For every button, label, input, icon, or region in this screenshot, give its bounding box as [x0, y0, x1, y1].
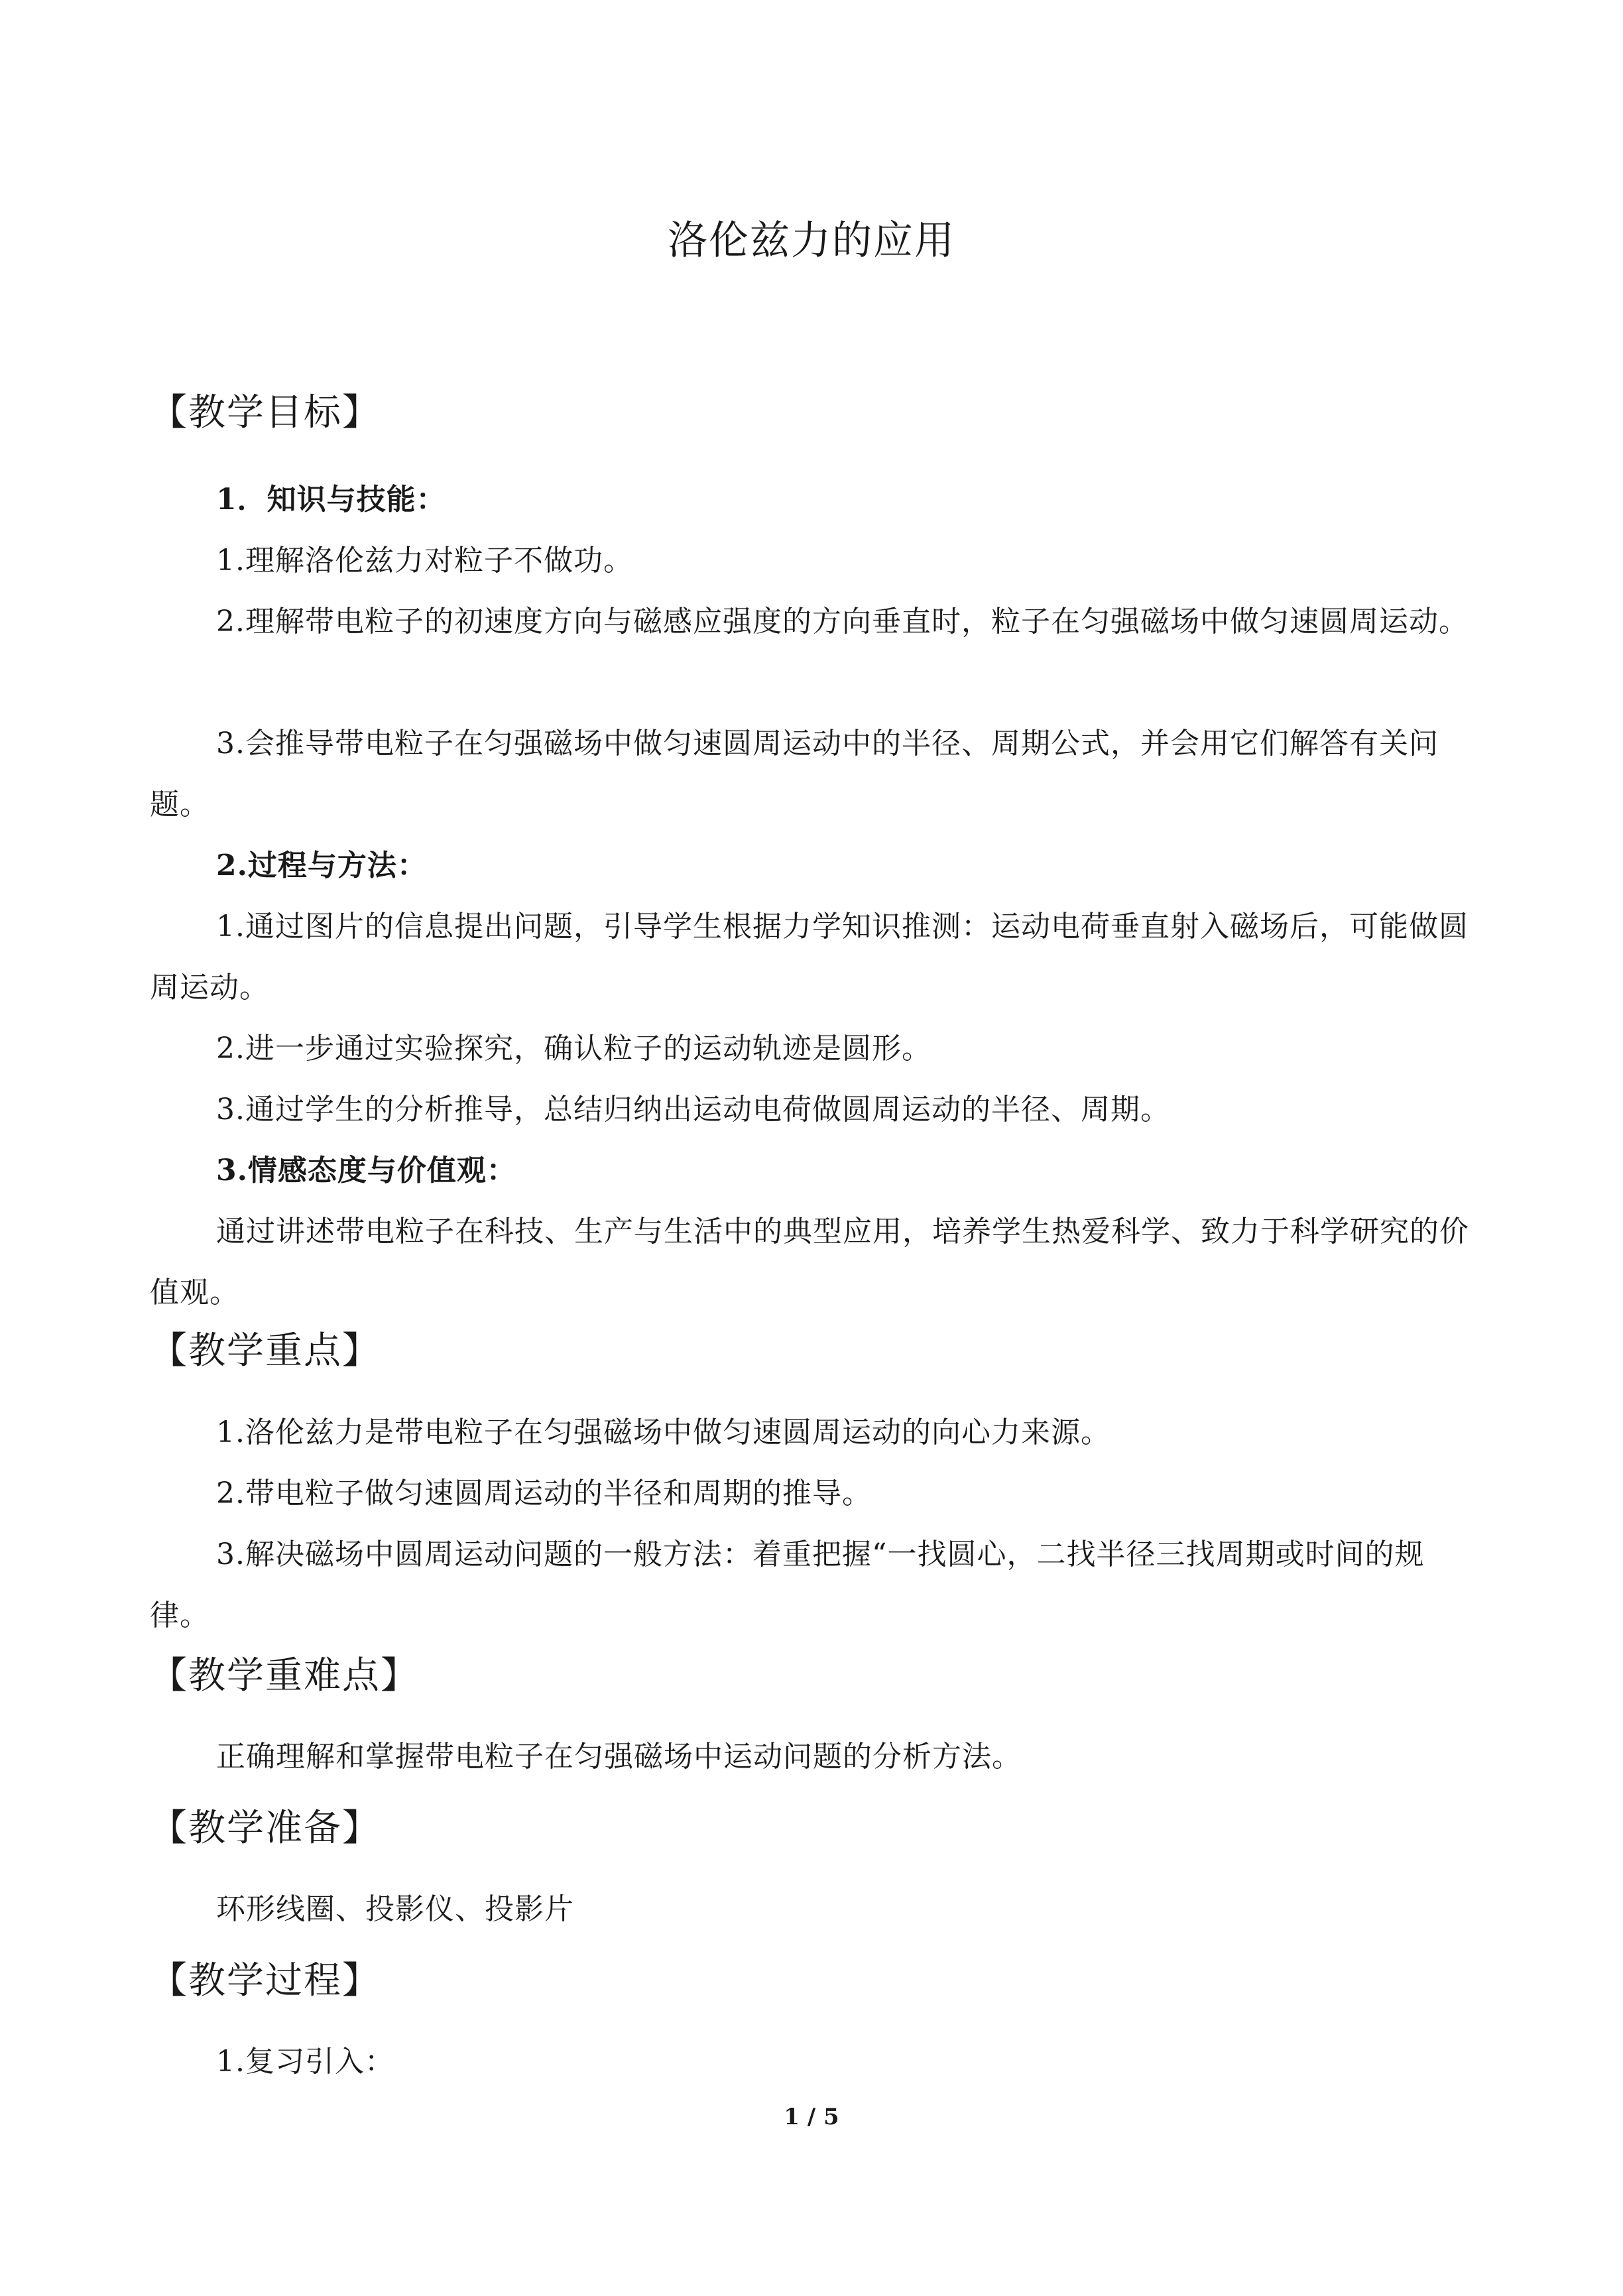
paragraph: 2.带电粒子做匀速圆周运动的半径和周期的推导。 [216, 1477, 872, 1510]
paragraph: 2.理解带电粒子的初速度方向与磁感应强度的方向垂直时，粒子在匀强磁场中做匀速圆周运动。 [216, 605, 1469, 638]
section-heading-key-points: 【教学重点】 [150, 1329, 381, 1372]
subheading-emotion-values [150, 1140, 1482, 1201]
subheading-text: 2.过程与方法： [216, 849, 427, 882]
paragraph: 3.通过学生的分析推导，总结归纳出运动电荷做圆周运动的半径、周期。 [216, 1093, 1170, 1126]
page-number: 1 / 5 [784, 2104, 839, 2130]
subheading-process-methods [150, 835, 1482, 896]
document-title: 洛伦兹力的应用 [668, 217, 955, 264]
section-heading-preparation: 【教学准备】 [150, 1807, 381, 1850]
paragraph: 1.通过图片的信息提出问题，引导学生根据力学知识推测：运动电荷垂直射入磁场后，可能做圆周运动。 [150, 910, 1469, 1004]
paragraph: 2.进一步通过实验探究，确认粒子的运动轨迹是圆形。 [216, 1032, 932, 1065]
paragraph: 3.解决磁场中圆周运动问题的一般方法：着重把握“一找圆心，二找半径三找周期或时间的规律。 [150, 1538, 1425, 1632]
subheading-knowledge-skills [150, 469, 1482, 530]
paragraph: 环形线圈、投影仪、投影片 [216, 1892, 574, 1926]
paragraph: 通过讲述带电粒子在科技、生产与生活中的典型应用，培养学生热爱科学、致力于科学研究的价值观。 [150, 1215, 1469, 1309]
section-heading-difficult-points: 【教学重难点】 [150, 1654, 419, 1697]
paragraph: 1.复习引入： [216, 2045, 394, 2079]
paragraph: 1.理解洛伦兹力对粒子不做功。 [216, 544, 633, 577]
section-heading-goals: 【教学目标】 [150, 391, 381, 434]
section-heading-process: 【教学过程】 [150, 1959, 381, 2002]
subheading-text: 3.情感态度与价值观： [216, 1154, 516, 1187]
paragraph: 3.会推导带电粒子在匀强磁场中做匀速圆周运动中的半径、周期公式，并会用它们解答有关问题。 [150, 727, 1439, 821]
subheading-text: 1．知识与技能： [216, 483, 446, 516]
paragraph: 正确理解和掌握带电粒子在匀强磁场中运动问题的分析方法。 [216, 1740, 1022, 1774]
paragraph: 1.洛伦兹力是带电粒子在匀强磁场中做匀速圆周运动的向心力来源。 [216, 1416, 1111, 1449]
